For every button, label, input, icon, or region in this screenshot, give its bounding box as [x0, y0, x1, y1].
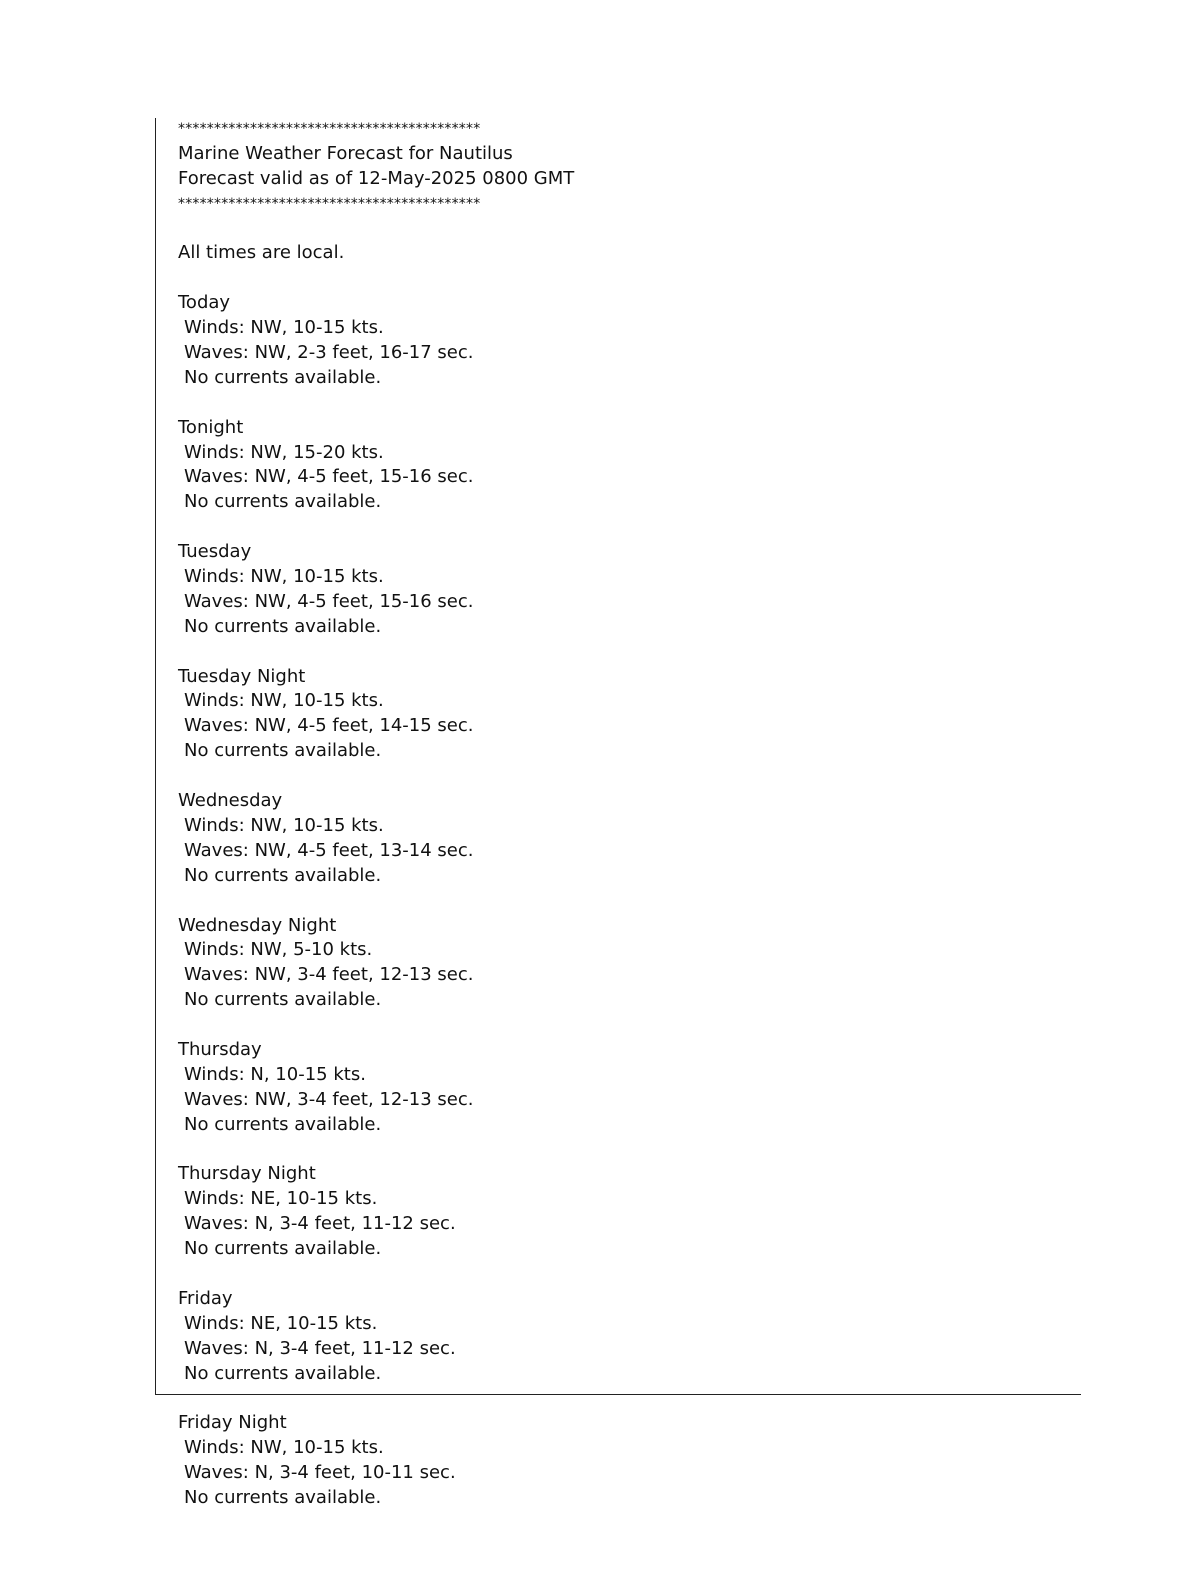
header-stars-top: ******************************************	[178, 121, 481, 137]
period-currents: No currents available.	[184, 864, 382, 886]
period-waves: Waves: NW, 4-5 feet, 15-16 sec.	[184, 466, 474, 488]
period-winds: Winds: NE, 10-15 kts.	[184, 1312, 378, 1334]
period-name: Wednesday	[178, 790, 283, 812]
period-waves: Waves: N, 3-4 feet, 10-11 sec.	[184, 1462, 456, 1484]
period-waves: Waves: NW, 3-4 feet, 12-13 sec.	[184, 964, 474, 986]
period-waves: Waves: NW, 2-3 feet, 16-17 sec.	[184, 342, 474, 364]
forecast-period	[178, 1411, 574, 1511]
forecast-period	[178, 789, 574, 913]
period-waves: Waves: NW, 4-5 feet, 15-16 sec.	[184, 590, 474, 612]
period-winds: Winds: NE, 10-15 kts.	[184, 1188, 378, 1210]
spacer	[178, 1386, 574, 1411]
spacer	[178, 1138, 574, 1163]
forecast-valid-time: Forecast valid as of 12-May-2025 0800 GMT	[178, 167, 575, 189]
period-name: Tuesday Night	[178, 665, 306, 687]
period-name: Tuesday	[178, 541, 252, 563]
forecast-period	[178, 416, 574, 540]
period-winds: Winds: NW, 15-20 kts.	[184, 441, 384, 463]
forecast-period	[178, 291, 574, 415]
forecast-period	[178, 540, 574, 664]
period-waves: Waves: NW, 4-5 feet, 14-15 sec.	[184, 715, 474, 737]
period-name: Tonight	[178, 416, 244, 438]
forecast-period	[178, 1038, 574, 1162]
spacer	[178, 1013, 574, 1038]
forecast-period	[178, 1287, 574, 1411]
period-currents: No currents available.	[184, 1486, 382, 1508]
period-currents: No currents available.	[184, 491, 382, 513]
period-winds: Winds: NW, 10-15 kts.	[184, 690, 384, 712]
forecast-period	[178, 665, 574, 789]
header-stars-bottom: ******************************************	[178, 195, 481, 212]
period-winds: Winds: NW, 10-15 kts.	[184, 1437, 384, 1459]
period-currents: No currents available.	[184, 740, 382, 762]
spacer	[178, 889, 574, 914]
forecast-document	[178, 117, 574, 1511]
period-name: Wednesday Night	[178, 914, 337, 936]
time-note: All times are local.	[178, 242, 345, 264]
period-waves: Waves: NW, 3-4 feet, 12-13 sec.	[184, 1088, 474, 1110]
period-currents: No currents available.	[184, 1238, 382, 1260]
period-currents: No currents available.	[184, 1362, 382, 1384]
spacer	[178, 217, 574, 242]
spacer	[178, 764, 574, 789]
forecast-period	[178, 914, 574, 1038]
period-waves: Waves: N, 3-4 feet, 11-12 sec.	[184, 1337, 456, 1359]
period-currents: No currents available.	[184, 615, 382, 637]
period-currents: No currents available.	[184, 1113, 382, 1135]
forecast-period	[178, 1162, 574, 1286]
period-winds: Winds: NW, 10-15 kts.	[184, 814, 384, 836]
forecast-periods	[178, 291, 574, 1511]
period-name: Today	[178, 292, 231, 314]
period-winds: Winds: NW, 10-15 kts.	[184, 317, 384, 339]
period-waves: Waves: NW, 4-5 feet, 13-14 sec.	[184, 839, 474, 861]
spacer	[178, 515, 574, 540]
forecast-title: Marine Weather Forecast for Nautilus	[178, 142, 513, 164]
spacer	[178, 1262, 574, 1287]
period-currents: No currents available.	[184, 989, 382, 1011]
period-winds: Winds: NW, 10-15 kts.	[184, 566, 384, 588]
spacer	[178, 640, 574, 665]
period-winds: Winds: NW, 5-10 kts.	[184, 939, 373, 961]
period-winds: Winds: N, 10-15 kts.	[184, 1063, 366, 1085]
period-currents: No currents available.	[184, 366, 382, 388]
period-name: Friday Night	[178, 1412, 287, 1434]
spacer	[178, 391, 574, 416]
period-waves: Waves: N, 3-4 feet, 11-12 sec.	[184, 1213, 456, 1235]
period-name: Thursday	[178, 1038, 262, 1060]
spacer	[178, 266, 574, 291]
period-name: Friday	[178, 1287, 233, 1309]
period-name: Thursday Night	[178, 1163, 316, 1185]
